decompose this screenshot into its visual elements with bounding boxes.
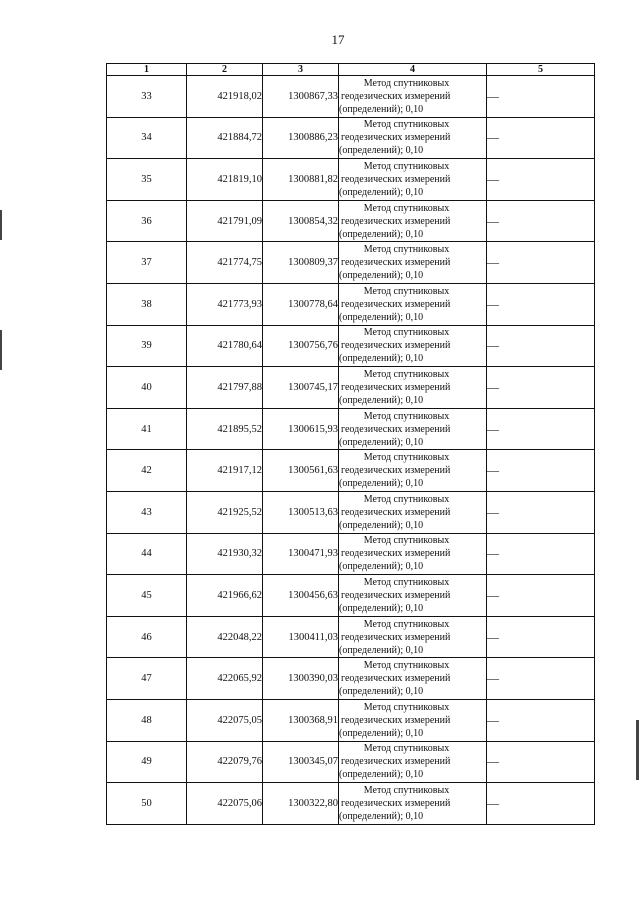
x-coordinate-cell: 421925,52 — [187, 491, 263, 533]
method-cell — [339, 491, 487, 533]
notes-cell: — — [487, 575, 595, 617]
point-number-cell: 35 — [107, 159, 187, 201]
y-coordinate-cell: 1300867,33 — [263, 76, 339, 118]
method-cell — [339, 741, 487, 783]
table-row — [107, 325, 595, 367]
x-coordinate-cell: 421797,88 — [187, 367, 263, 409]
table-row — [107, 367, 595, 409]
method-text-line1: Метод спутниковых — [363, 119, 450, 131]
column-header-2: 2 — [187, 64, 263, 76]
method-text-line3: (определений); 0,10 — [339, 270, 424, 282]
method-text-line1: Метод спутниковых — [363, 701, 450, 713]
point-number-cell: 34 — [107, 117, 187, 159]
point-number-cell: 48 — [107, 699, 187, 741]
table-row — [107, 658, 595, 700]
x-coordinate-cell: 422079,76 — [187, 741, 263, 783]
method-text-line1: Метод спутниковых — [363, 576, 450, 588]
method-text-line3: (определений); 0,10 — [339, 644, 424, 656]
notes-cell: — — [487, 699, 595, 741]
method-cell — [339, 450, 487, 492]
x-coordinate-cell: 421930,32 — [187, 533, 263, 575]
page-number: 17 — [331, 32, 345, 47]
x-coordinate-cell: 421884,72 — [187, 117, 263, 159]
method-text-line2: геодезических измерений — [341, 215, 451, 227]
method-text-line3: (определений); 0,10 — [339, 103, 424, 115]
method-cell — [339, 117, 487, 159]
notes-cell: — — [487, 783, 595, 825]
notes-cell: — — [487, 616, 595, 658]
method-cell — [339, 616, 487, 658]
method-text-line1: Метод спутниковых — [363, 618, 450, 630]
method-text-line1: Метод спутниковых — [363, 493, 450, 505]
scan-artifact-mark — [636, 720, 639, 780]
y-coordinate-cell: 1300471,93 — [263, 533, 339, 575]
method-text-line3: (определений); 0,10 — [339, 228, 424, 240]
notes-cell: — — [487, 283, 595, 325]
point-number-cell: 38 — [107, 283, 187, 325]
table-row — [107, 783, 595, 825]
y-coordinate-cell: 1300561,63 — [263, 450, 339, 492]
table-row — [107, 408, 595, 450]
point-number-cell: 40 — [107, 367, 187, 409]
method-text-line3: (определений); 0,10 — [339, 519, 424, 531]
y-coordinate-cell: 1300745,17 — [263, 367, 339, 409]
method-text-line2: геодезических измерений — [341, 506, 451, 518]
method-text-line2: геодезических измерений — [341, 797, 451, 809]
method-text-line1: Метод спутниковых — [363, 660, 450, 672]
y-coordinate-cell: 1300756,76 — [263, 325, 339, 367]
y-coordinate-cell: 1300615,93 — [263, 408, 339, 450]
method-cell — [339, 575, 487, 617]
point-number-cell: 42 — [107, 450, 187, 492]
method-text-line3: (определений); 0,10 — [339, 478, 424, 490]
point-number-cell: 37 — [107, 242, 187, 284]
point-number-cell: 36 — [107, 200, 187, 242]
method-text-line3: (определений); 0,10 — [339, 561, 424, 573]
point-number-cell: 47 — [107, 658, 187, 700]
notes-cell: — — [487, 408, 595, 450]
notes-cell: — — [487, 117, 595, 159]
method-cell — [339, 242, 487, 284]
method-text-line3: (определений); 0,10 — [339, 353, 424, 365]
point-number-cell: 39 — [107, 325, 187, 367]
y-coordinate-cell: 1300345,07 — [263, 741, 339, 783]
y-coordinate-cell: 1300778,64 — [263, 283, 339, 325]
method-text-line1: Метод спутниковых — [363, 244, 450, 256]
y-coordinate-cell: 1300809,37 — [263, 242, 339, 284]
method-cell — [339, 699, 487, 741]
x-coordinate-cell: 421819,10 — [187, 159, 263, 201]
notes-cell: — — [487, 450, 595, 492]
y-coordinate-cell: 1300390,03 — [263, 658, 339, 700]
table-row — [107, 159, 595, 201]
table-row — [107, 117, 595, 159]
method-text-line1: Метод спутниковых — [363, 160, 450, 172]
y-coordinate-cell: 1300886,23 — [263, 117, 339, 159]
column-header-1: 1 — [107, 64, 187, 76]
scan-artifact-mark — [0, 210, 2, 240]
notes-cell: — — [487, 658, 595, 700]
point-number-cell: 49 — [107, 741, 187, 783]
x-coordinate-cell: 421918,02 — [187, 76, 263, 118]
column-header-5: 5 — [487, 64, 595, 76]
method-text-line3: (определений); 0,10 — [339, 311, 424, 323]
method-text-line2: геодезических измерений — [341, 381, 451, 393]
table-row — [107, 616, 595, 658]
x-coordinate-cell: 421966,62 — [187, 575, 263, 617]
method-text-line3: (определений); 0,10 — [339, 602, 424, 614]
method-text-line2: геодезических измерений — [341, 548, 451, 560]
table-row — [107, 533, 595, 575]
method-cell — [339, 283, 487, 325]
y-coordinate-cell: 1300513,63 — [263, 491, 339, 533]
method-text-line3: (определений); 0,10 — [339, 436, 424, 448]
table-row — [107, 450, 595, 492]
method-text-line1: Метод спутниковых — [363, 410, 450, 422]
method-text-line1: Метод спутниковых — [363, 77, 450, 89]
y-coordinate-cell: 1300456,63 — [263, 575, 339, 617]
notes-cell: — — [487, 367, 595, 409]
notes-cell: — — [487, 491, 595, 533]
table-row — [107, 283, 595, 325]
method-text-line1: Метод спутниковых — [363, 743, 450, 755]
y-coordinate-cell: 1300411,03 — [263, 616, 339, 658]
notes-cell: — — [487, 533, 595, 575]
method-cell — [339, 200, 487, 242]
x-coordinate-cell: 422065,92 — [187, 658, 263, 700]
x-coordinate-cell: 421773,93 — [187, 283, 263, 325]
method-text-line3: (определений); 0,10 — [339, 186, 424, 198]
x-coordinate-cell: 421780,64 — [187, 325, 263, 367]
notes-cell: — — [487, 741, 595, 783]
point-number-cell: 50 — [107, 783, 187, 825]
method-cell — [339, 408, 487, 450]
table-row — [107, 741, 595, 783]
x-coordinate-cell: 422075,05 — [187, 699, 263, 741]
method-cell — [339, 533, 487, 575]
method-text-line1: Метод спутниковых — [363, 285, 450, 297]
point-number-cell: 33 — [107, 76, 187, 118]
y-coordinate-cell: 1300881,82 — [263, 159, 339, 201]
notes-cell: — — [487, 200, 595, 242]
method-text-line2: геодезических измерений — [341, 298, 451, 310]
method-text-line1: Метод спутниковых — [363, 327, 450, 339]
method-cell — [339, 658, 487, 700]
method-cell — [339, 159, 487, 201]
notes-cell: — — [487, 242, 595, 284]
notes-cell: — — [487, 159, 595, 201]
method-text-line2: геодезических измерений — [341, 465, 451, 477]
table-row — [107, 491, 595, 533]
method-cell — [339, 783, 487, 825]
method-text-line3: (определений); 0,10 — [339, 394, 424, 406]
x-coordinate-cell: 421895,52 — [187, 408, 263, 450]
table-header-row — [107, 64, 595, 76]
method-text-line2: геодезических измерений — [341, 589, 451, 601]
column-header-3: 3 — [263, 64, 339, 76]
method-text-line2: геодезических измерений — [341, 340, 451, 352]
method-text-line2: геодезических измерений — [341, 423, 451, 435]
method-text-line2: геодезических измерений — [341, 257, 451, 269]
method-text-line1: Метод спутниковых — [363, 368, 450, 380]
method-cell — [339, 325, 487, 367]
y-coordinate-cell: 1300368,91 — [263, 699, 339, 741]
method-text-line3: (определений); 0,10 — [339, 810, 424, 822]
table-row — [107, 575, 595, 617]
point-number-cell: 44 — [107, 533, 187, 575]
notes-cell: — — [487, 325, 595, 367]
point-number-cell: 41 — [107, 408, 187, 450]
table-row — [107, 200, 595, 242]
table-body — [107, 76, 595, 825]
table-row — [107, 242, 595, 284]
x-coordinate-cell: 421774,75 — [187, 242, 263, 284]
method-text-line1: Метод спутниковых — [363, 452, 450, 464]
y-coordinate-cell: 1300854,32 — [263, 200, 339, 242]
scan-artifact-mark — [0, 330, 2, 370]
method-text-line1: Метод спутниковых — [363, 535, 450, 547]
method-text-line3: (определений); 0,10 — [339, 769, 424, 781]
coordinates-table — [106, 63, 595, 825]
point-number-cell: 45 — [107, 575, 187, 617]
column-header-4: 4 — [339, 64, 487, 76]
point-number-cell: 46 — [107, 616, 187, 658]
method-text-line1: Метод спутниковых — [363, 202, 450, 214]
method-text-line2: геодезических измерений — [341, 631, 451, 643]
method-cell — [339, 367, 487, 409]
method-text-line2: геодезических измерений — [341, 173, 451, 185]
x-coordinate-cell: 422075,06 — [187, 783, 263, 825]
method-text-line3: (определений); 0,10 — [339, 145, 424, 157]
x-coordinate-cell: 421791,09 — [187, 200, 263, 242]
method-text-line3: (определений); 0,10 — [339, 686, 424, 698]
table-row — [107, 76, 595, 118]
method-text-line2: геодезических измерений — [341, 756, 451, 768]
x-coordinate-cell: 422048,22 — [187, 616, 263, 658]
x-coordinate-cell: 421917,12 — [187, 450, 263, 492]
y-coordinate-cell: 1300322,80 — [263, 783, 339, 825]
table-row — [107, 699, 595, 741]
notes-cell: — — [487, 76, 595, 118]
method-cell — [339, 76, 487, 118]
method-text-line2: геодезических измерений — [341, 90, 451, 102]
method-text-line2: геодезических измерений — [341, 714, 451, 726]
method-text-line3: (определений); 0,10 — [339, 727, 424, 739]
method-text-line2: геодезических измерений — [341, 132, 451, 144]
method-text-line1: Метод спутниковых — [363, 784, 450, 796]
point-number-cell: 43 — [107, 491, 187, 533]
method-text-line2: геодезических измерений — [341, 673, 451, 685]
